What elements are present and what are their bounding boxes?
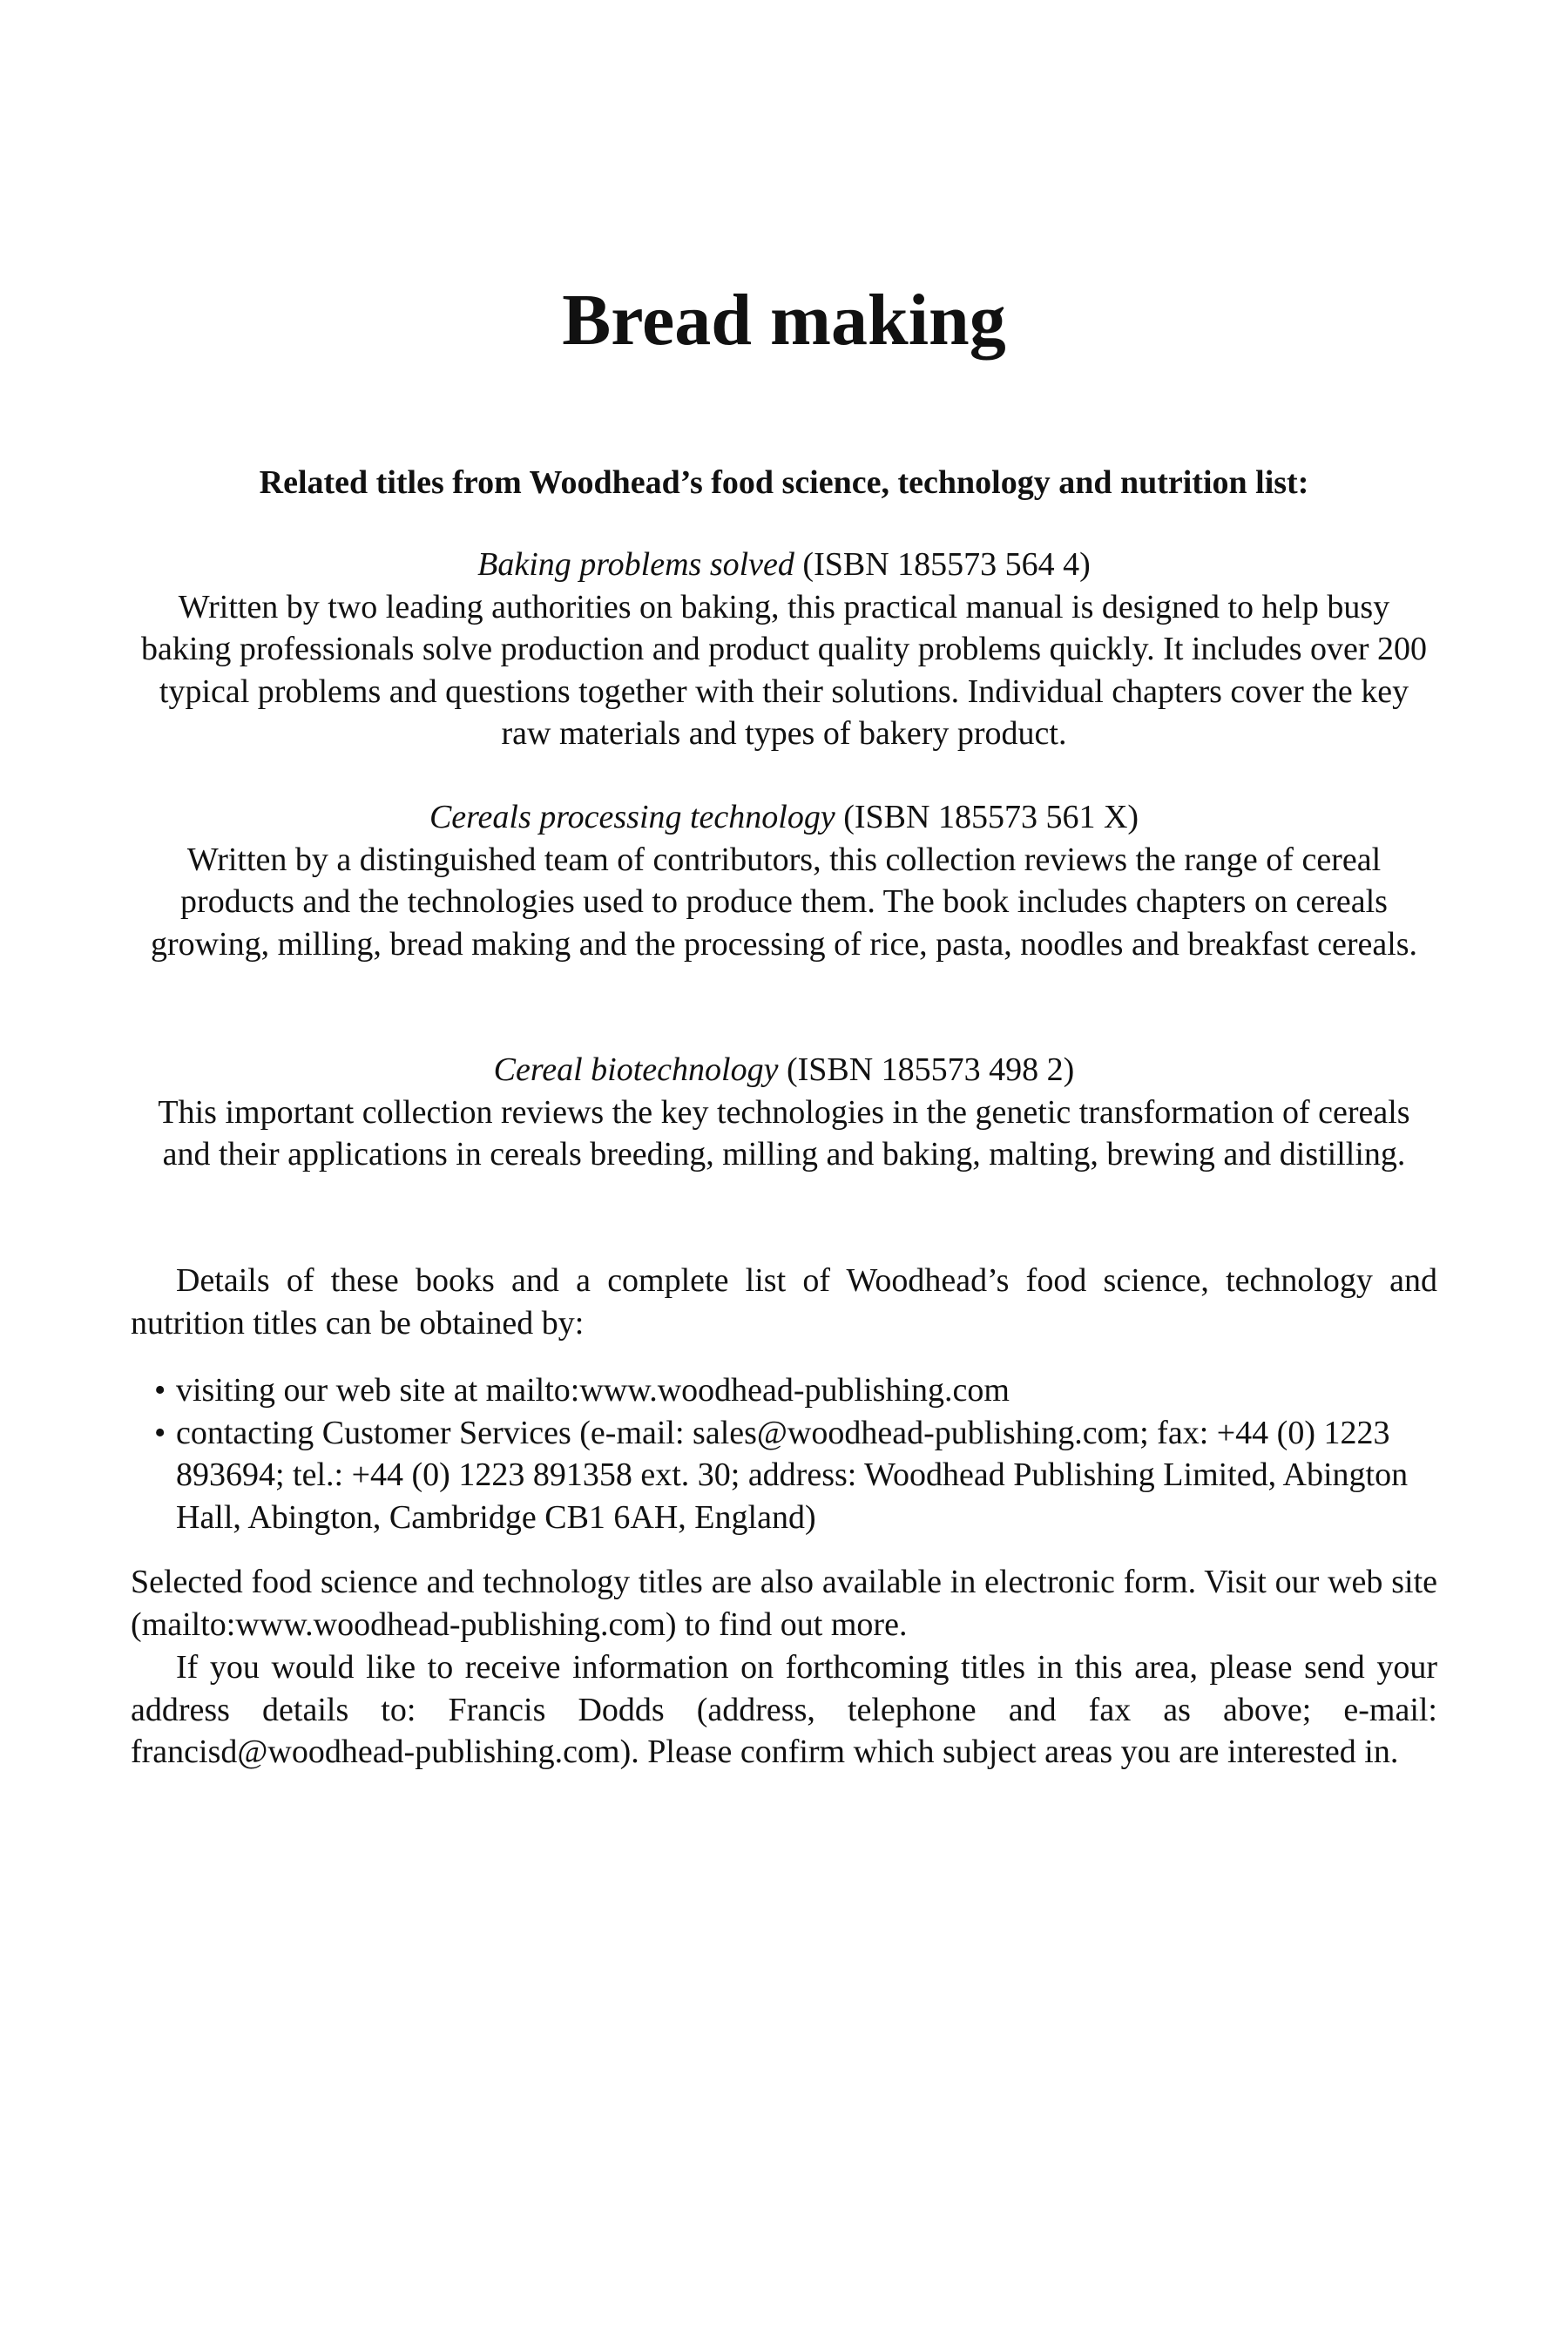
list-item-text: visiting our web site at mailto:www.woodhead-publishing.com: [176, 1372, 1010, 1409]
book-title: Cereal biotechnology: [493, 1051, 779, 1088]
book-description: Written by two leading authorities on baking, this practical manual is designed to help busy baking professionals solve production and product quality problems quickly. It includes over 200 typical problems and questions together with their solutions. Individual chapters cover the key raw materials and types of bakery product.: [140, 588, 1428, 752]
electronic-form-note: Selected food science and technology titles are also available in electronic form. Visit our web site (mailto:www.woodhead-publishing.com) to find out more.: [131, 1564, 1437, 1643]
forthcoming-titles-note: If you would like to receive information on forthcoming titles in this area, please send your address details to: Francis Dodds (address, telephone and fax as above; e-mail: francisd@woodhead-publishing.com). Please confirm which subject areas you are interested in.: [131, 1649, 1437, 1770]
book-isbn: (ISBN 185573 564 4): [802, 546, 1091, 583]
contact-list: [131, 1369, 1437, 1538]
related-titles-heading: Related titles from Woodhead’s food science, technology and nutrition list:: [259, 464, 1309, 501]
details-intro: Details of these books and a complete list of Woodhead’s food science, technology and nutrition titles can be obtained by:: [131, 1262, 1437, 1342]
book-citation: [131, 1049, 1437, 1092]
book-description: Written by a distinguished team of contributors, this collection reviews the range of cereal products and the technologies used to produce them. The book includes chapters on cereals growing, milling, bread making and the processing of rice, pasta, noodles and breakfast cereals.: [150, 841, 1418, 963]
book-isbn: (ISBN 185573 561 X): [843, 799, 1139, 835]
page-title: Bread making: [562, 280, 1006, 361]
book-entry: [131, 1049, 1437, 1176]
list-item: [131, 1412, 1437, 1539]
book-title: Cereals processing technology: [429, 799, 835, 835]
bullet-mark: •: [154, 1372, 166, 1409]
list-item-text: contacting Customer Services (e-mail: sales@woodhead-publishing.com; fax: +44 (0) 1223 893694; tel.: +44 (0) 1223 891358 ext. 30; address: Woodhead Publishing Limited, Abington Hall, Abington, Cambridge CB1 6AH, England): [176, 1414, 1409, 1536]
list-item: [131, 1369, 1437, 1412]
book-entry: [131, 544, 1437, 755]
book-title: Baking problems solved: [477, 546, 794, 583]
book-isbn: (ISBN 185573 498 2): [786, 1051, 1075, 1088]
document-page: [131, 0, 1437, 2352]
book-entry: [131, 796, 1437, 965]
book-description: This important collection reviews the key technologies in the genetic transformation of cereals and their applications in cereals breeding, milling and baking, malting, brewing and distilling.: [158, 1093, 1410, 1173]
book-citation: [131, 796, 1437, 839]
bullet-mark: •: [154, 1414, 166, 1451]
book-citation: [131, 544, 1437, 586]
